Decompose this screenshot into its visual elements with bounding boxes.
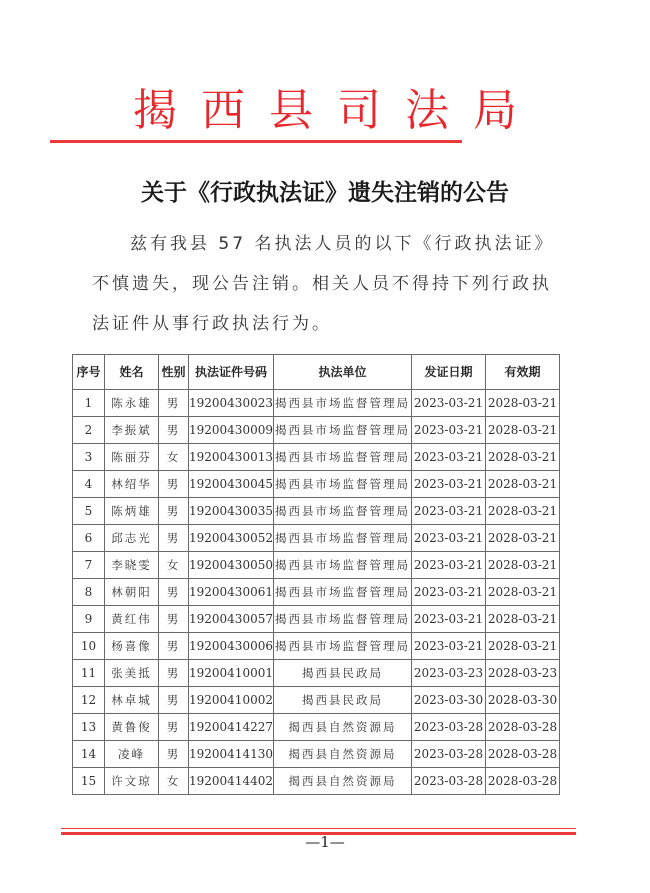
agency-masthead: 揭西县司法局 xyxy=(133,85,541,136)
cell-valid-until: 2028-03-30 xyxy=(485,687,559,714)
cell-cert-no: 19200414402 xyxy=(189,768,274,795)
cell-unit: 揭西县市场监督管理局 xyxy=(273,606,411,633)
cell-name: 杨喜像 xyxy=(105,633,159,660)
cell-seq: 3 xyxy=(73,444,105,471)
cell-valid-until: 2028-03-21 xyxy=(485,498,559,525)
cell-unit: 揭西县市场监督管理局 xyxy=(273,498,411,525)
cell-gender: 男 xyxy=(159,417,189,444)
table-row xyxy=(73,552,560,579)
cell-seq: 5 xyxy=(73,498,105,525)
cell-issue-date: 2023-03-21 xyxy=(411,606,485,633)
cell-seq: 1 xyxy=(73,390,105,417)
cell-seq: 9 xyxy=(73,606,105,633)
cell-unit: 揭西县民政局 xyxy=(273,660,411,687)
table-body xyxy=(73,390,560,795)
notice-body: 兹有我县 57 名执法人员的以下《行政执法证》不慎遗失，现公告注销。相关人员不得持下列行政执法证件从事行政执法行为。 xyxy=(92,234,555,334)
header-unit: 执法单位 xyxy=(273,355,411,390)
cell-issue-date: 2023-03-28 xyxy=(411,768,485,795)
cell-valid-until: 2028-03-28 xyxy=(485,741,559,768)
cell-gender: 女 xyxy=(159,768,189,795)
cell-valid-until: 2028-03-21 xyxy=(485,390,559,417)
page-number: —1— xyxy=(305,833,345,851)
cell-cert-no: 19200414130 xyxy=(189,741,274,768)
cell-name: 许文琼 xyxy=(105,768,159,795)
cell-unit: 揭西县自然资源局 xyxy=(273,741,411,768)
cell-cert-no: 19200430006 xyxy=(189,633,274,660)
cell-cert-no: 19200430009 xyxy=(189,417,274,444)
cell-valid-until: 2028-03-21 xyxy=(485,444,559,471)
cell-valid-until: 2028-03-21 xyxy=(485,552,559,579)
cell-unit: 揭西县自然资源局 xyxy=(273,714,411,741)
cell-cert-no: 19200430013 xyxy=(189,444,274,471)
cell-unit: 揭西县市场监督管理局 xyxy=(273,390,411,417)
table-header-row xyxy=(73,355,560,390)
table-row xyxy=(73,768,560,795)
cell-unit: 揭西县市场监督管理局 xyxy=(273,444,411,471)
notice-title: 关于《行政执法证》遗失注销的公告 xyxy=(141,179,509,206)
cell-name: 黄红伟 xyxy=(105,606,159,633)
cell-name: 林绍华 xyxy=(105,471,159,498)
revoked-certificates-table xyxy=(72,354,560,795)
cell-issue-date: 2023-03-21 xyxy=(411,498,485,525)
cell-issue-date: 2023-03-21 xyxy=(411,444,485,471)
cell-valid-until: 2028-03-23 xyxy=(485,660,559,687)
cell-issue-date: 2023-03-21 xyxy=(411,471,485,498)
table-row xyxy=(73,741,560,768)
cell-unit: 揭西县市场监督管理局 xyxy=(273,417,411,444)
cell-gender: 女 xyxy=(159,552,189,579)
cell-gender: 男 xyxy=(159,390,189,417)
cell-unit: 揭西县市场监督管理局 xyxy=(273,552,411,579)
header-name: 姓名 xyxy=(105,355,159,390)
cell-cert-no: 19200430023 xyxy=(189,390,274,417)
cell-gender: 男 xyxy=(159,606,189,633)
cell-seq: 11 xyxy=(73,660,105,687)
header-cert-no: 执法证件号码 xyxy=(189,355,274,390)
cell-seq: 13 xyxy=(73,714,105,741)
cell-gender: 男 xyxy=(159,660,189,687)
cell-valid-until: 2028-03-21 xyxy=(485,579,559,606)
cell-name: 凌峰 xyxy=(105,741,159,768)
cell-name: 陈丽芬 xyxy=(105,444,159,471)
cell-gender: 男 xyxy=(159,498,189,525)
header-issue-date: 发证日期 xyxy=(411,355,485,390)
cell-name: 邱志光 xyxy=(105,525,159,552)
table-row xyxy=(73,471,560,498)
cell-seq: 12 xyxy=(73,687,105,714)
cell-unit: 揭西县市场监督管理局 xyxy=(273,579,411,606)
table-row xyxy=(73,687,560,714)
table-row xyxy=(73,606,560,633)
cell-gender: 男 xyxy=(159,471,189,498)
cell-name: 林卓城 xyxy=(105,687,159,714)
cell-valid-until: 2028-03-21 xyxy=(485,606,559,633)
cell-unit: 揭西县民政局 xyxy=(273,687,411,714)
cell-seq: 2 xyxy=(73,417,105,444)
cell-issue-date: 2023-03-28 xyxy=(411,714,485,741)
cell-name: 李晓雯 xyxy=(105,552,159,579)
cell-issue-date: 2023-03-28 xyxy=(411,741,485,768)
header-valid-until: 有效期 xyxy=(485,355,559,390)
cell-issue-date: 2023-03-21 xyxy=(411,417,485,444)
cell-gender: 男 xyxy=(159,525,189,552)
cell-unit: 揭西县自然资源局 xyxy=(273,768,411,795)
cell-gender: 男 xyxy=(159,741,189,768)
cell-valid-until: 2028-03-21 xyxy=(485,525,559,552)
header-seq: 序号 xyxy=(73,355,105,390)
cell-name: 张美抵 xyxy=(105,660,159,687)
cell-seq: 10 xyxy=(73,633,105,660)
footer-rule-thin xyxy=(61,828,576,829)
cell-gender: 女 xyxy=(159,444,189,471)
cell-seq: 4 xyxy=(73,471,105,498)
table-row xyxy=(73,579,560,606)
table-row xyxy=(73,444,560,471)
cell-seq: 14 xyxy=(73,741,105,768)
cell-gender: 男 xyxy=(159,579,189,606)
cell-issue-date: 2023-03-21 xyxy=(411,390,485,417)
cell-unit: 揭西县市场监督管理局 xyxy=(273,471,411,498)
cell-name: 林朝阳 xyxy=(105,579,159,606)
cell-cert-no: 19200430052 xyxy=(189,525,274,552)
cell-issue-date: 2023-03-21 xyxy=(411,633,485,660)
cell-unit: 揭西县市场监督管理局 xyxy=(273,525,411,552)
cell-gender: 男 xyxy=(159,633,189,660)
cell-issue-date: 2023-03-21 xyxy=(411,579,485,606)
cell-cert-no: 19200430045 xyxy=(189,471,274,498)
cell-name: 李振斌 xyxy=(105,417,159,444)
cell-unit: 揭西县市场监督管理局 xyxy=(273,633,411,660)
cell-seq: 15 xyxy=(73,768,105,795)
table-row xyxy=(73,660,560,687)
cell-cert-no: 19200410002 xyxy=(189,687,274,714)
cell-name: 陈永雄 xyxy=(105,390,159,417)
cell-cert-no: 19200414227 xyxy=(189,714,274,741)
cell-name: 黄鲁俊 xyxy=(105,714,159,741)
cell-issue-date: 2023-03-23 xyxy=(411,660,485,687)
cell-name: 陈炳雄 xyxy=(105,498,159,525)
table-row xyxy=(73,633,560,660)
cell-cert-no: 19200430035 xyxy=(189,498,274,525)
cell-cert-no: 19200410001 xyxy=(189,660,274,687)
cell-seq: 6 xyxy=(73,525,105,552)
cell-issue-date: 2023-03-30 xyxy=(411,687,485,714)
cell-seq: 8 xyxy=(73,579,105,606)
cell-cert-no: 19200430057 xyxy=(189,606,274,633)
cell-valid-until: 2028-03-28 xyxy=(485,714,559,741)
cell-cert-no: 19200430061 xyxy=(189,579,274,606)
cell-gender: 男 xyxy=(159,687,189,714)
header-rule-thick xyxy=(50,140,462,143)
table-row xyxy=(73,417,560,444)
table-row xyxy=(73,714,560,741)
cell-issue-date: 2023-03-21 xyxy=(411,525,485,552)
cell-seq: 7 xyxy=(73,552,105,579)
table-row xyxy=(73,525,560,552)
header-gender: 性别 xyxy=(159,355,189,390)
cell-valid-until: 2028-03-28 xyxy=(485,768,559,795)
table-row xyxy=(73,390,560,417)
cell-gender: 男 xyxy=(159,714,189,741)
cell-valid-until: 2028-03-21 xyxy=(485,471,559,498)
table-row xyxy=(73,498,560,525)
cell-cert-no: 19200430050 xyxy=(189,552,274,579)
cell-issue-date: 2023-03-21 xyxy=(411,552,485,579)
cell-valid-until: 2028-03-21 xyxy=(485,633,559,660)
cell-valid-until: 2028-03-21 xyxy=(485,417,559,444)
